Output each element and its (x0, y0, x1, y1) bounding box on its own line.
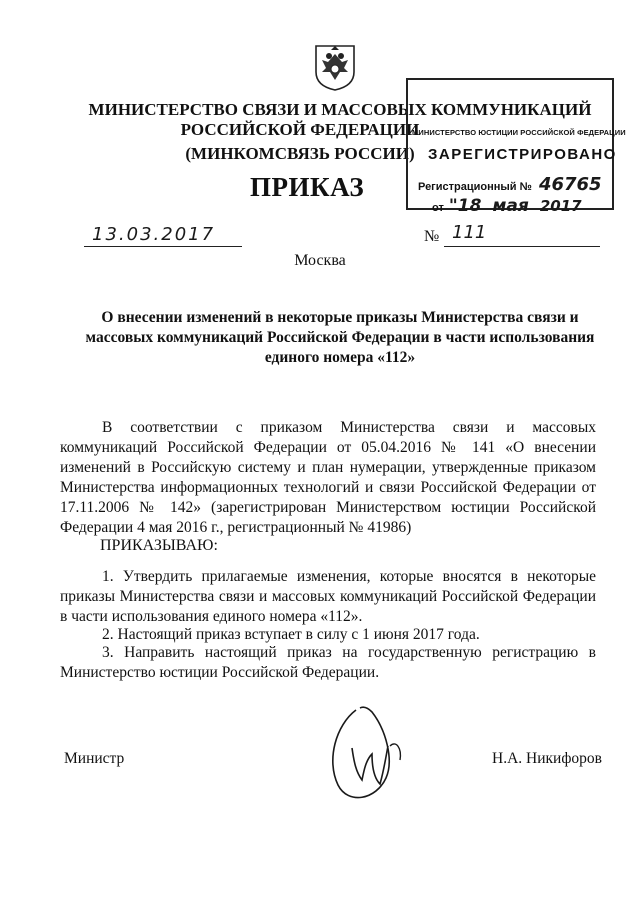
order-title-line1: О внесении изменений в некоторые приказы Министерства связи и (101, 309, 579, 326)
order-title-line3: единого номера «112» (264, 349, 416, 366)
stamp-date (432, 196, 582, 216)
stamp-date-month: мая (492, 196, 529, 216)
order-directive: ПРИКАЗЫВАЮ: (100, 537, 218, 554)
order-item-2: 2. Настоящий приказ вступает в силу с 1 июня 2017 года. (102, 626, 480, 643)
stamp-date-prefix: от (432, 202, 444, 214)
signer-title: Министр (64, 750, 125, 767)
document-type: ПРИКАЗ (250, 172, 365, 202)
signer-name: Н.А. Никифоров (492, 750, 602, 767)
preamble-paragraph: В соответствии с приказом Министерства связи и массовых коммуникаций Российской Федерации от 05.04.2016 № 141 «О внесении изменений в Российскую систему и план нумерации, утвержденные приказом Министерства информационных технологий и связи Российской Федерации от 17.11.2006 № 142» (зарегистрирован Министерством юстиции Российской Федерации 4 мая 2016 г., регистрационный № 41986) (60, 419, 596, 536)
ministry-abbrev: (МИНКОМСВЯЗЬ РОССИИ) (185, 144, 415, 163)
ministry-name-line2: РОССИЙСКОЙ ФЕДЕРАЦИИ (180, 120, 420, 139)
stamp-authority: МИНИСТЕРСТВО ЮСТИЦИИ РОССИЙСКОЙ ФЕДЕРАЦИИ (412, 128, 626, 137)
stamp-date-day: "18 (448, 196, 482, 216)
order-title (60, 308, 620, 368)
order-item-1: 1. Утвердить прилагаемые изменения, которые вносятся в некоторые приказы Министерства связи и массовых коммуникаций Российской Федерации в части использования единого номера «112». (60, 568, 596, 625)
coat-of-arms-icon (312, 42, 358, 92)
order-item-3: 3. Направить настоящий приказ на государственную регистрацию в Министерство юстиции Российской Федерации. (60, 644, 596, 681)
stamp-date-year: 2017 (539, 197, 582, 215)
order-number-label: № (424, 228, 440, 245)
stamp-reg-label: Регистрационный № (418, 181, 532, 193)
ministry-name-line1: МИНИСТЕРСТВО СВЯЗИ И МАССОВЫХ КОММУНИКАЦИЙ (88, 100, 592, 119)
stamp-status: ЗАРЕГИСТРИРОВАНО (428, 146, 617, 163)
order-date: 13.03.2017 (92, 224, 216, 245)
handwritten-signature-icon (316, 700, 426, 810)
order-title-line2: массовых коммуникаций Российской Федерации в части использования (85, 329, 595, 346)
order-number: 111 (452, 222, 487, 243)
stamp-reg-number: 46765 (538, 174, 602, 195)
stamp-registration (418, 174, 602, 195)
city: Москва (294, 252, 346, 269)
